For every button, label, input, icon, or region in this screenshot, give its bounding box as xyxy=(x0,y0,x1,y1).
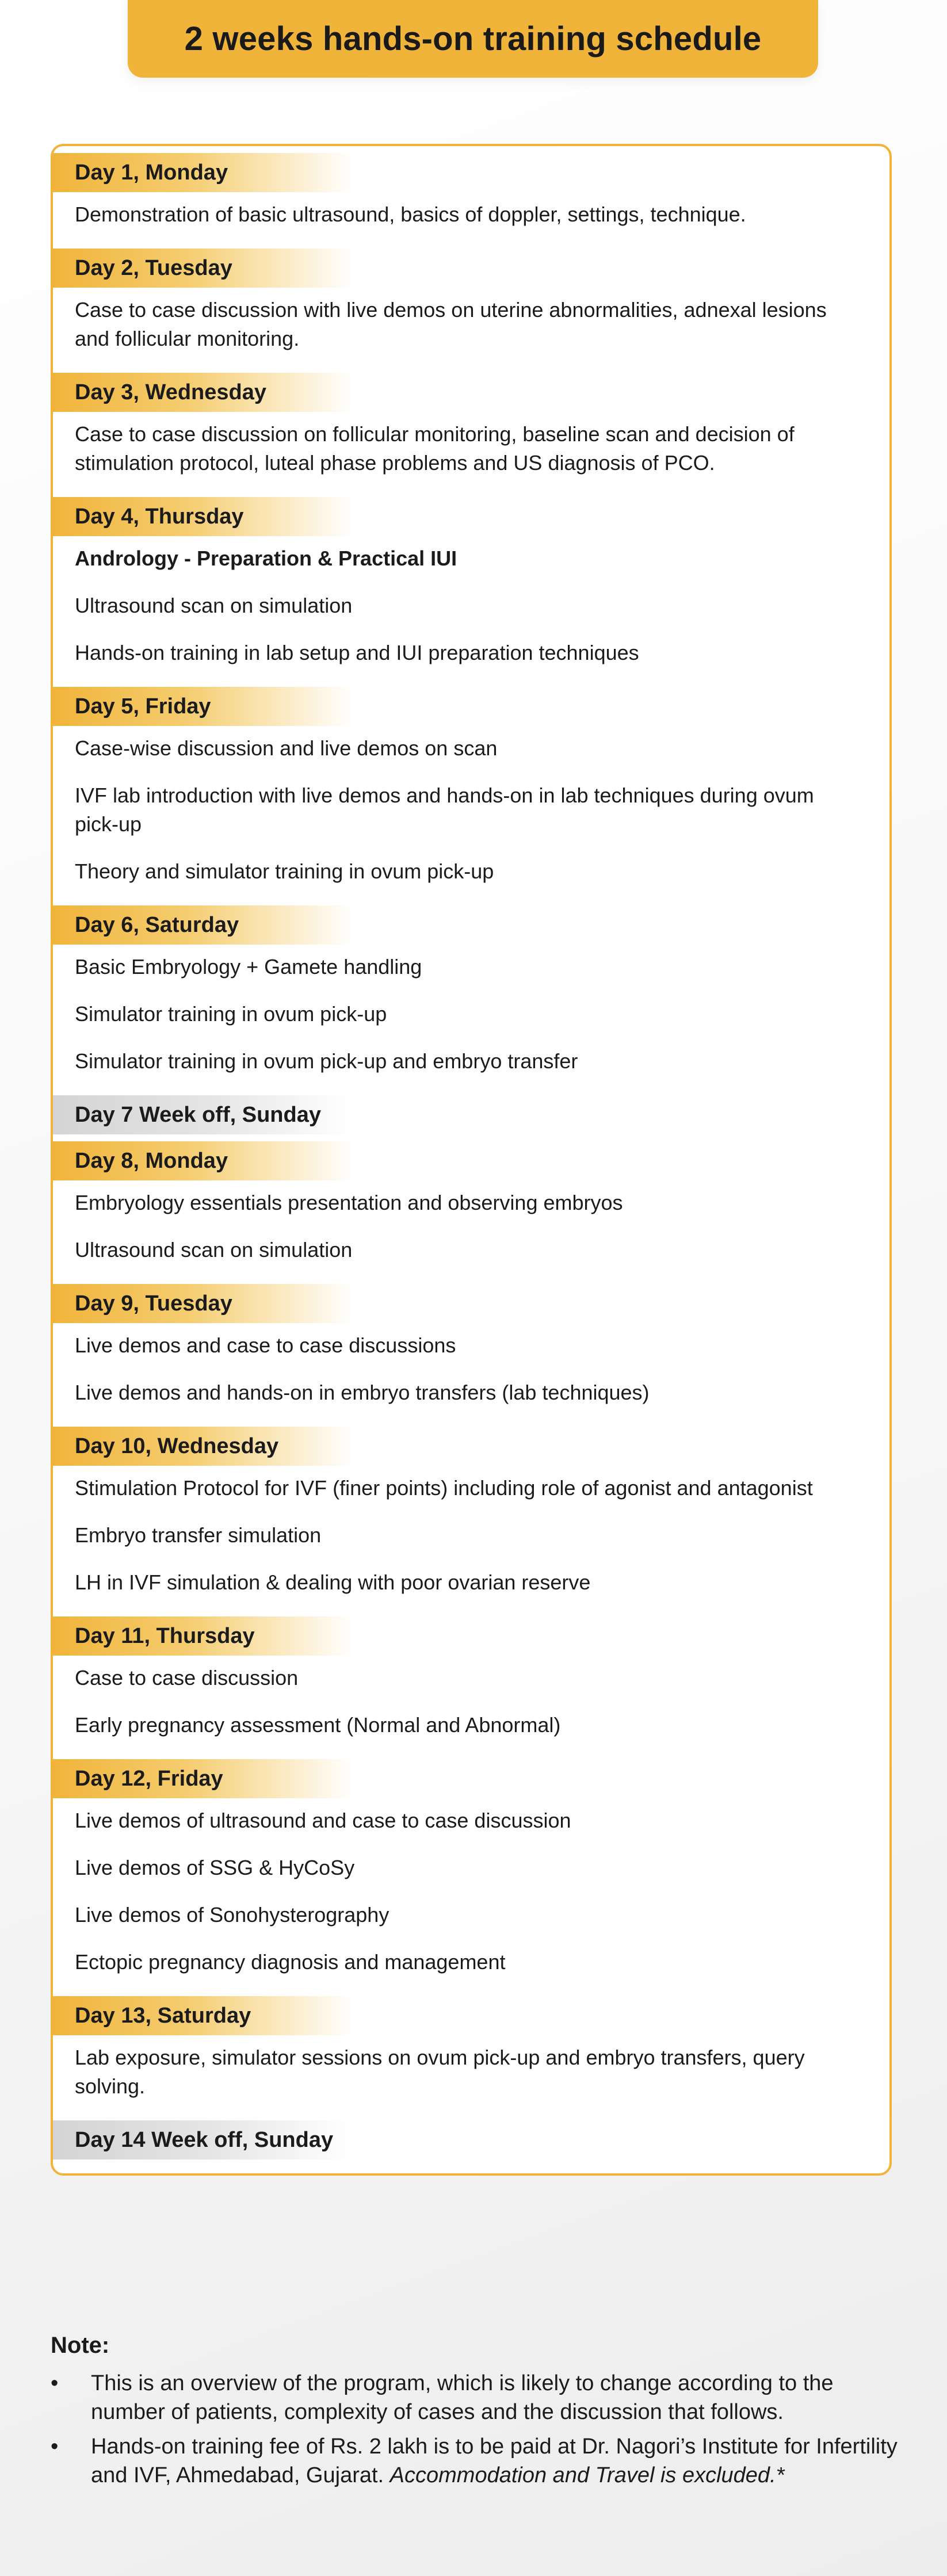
note-italic-text: Accommodation and Travel is excluded.* xyxy=(390,2463,785,2487)
day-header: Day 3, Wednesday xyxy=(53,373,352,412)
note-text: Hands-on training fee of Rs. 2 lakh is to be paid at Dr. Nagori’s Institute for Infertility and IVF, Ahmedabad, Gujarat. xyxy=(91,2434,898,2487)
day-block xyxy=(53,1616,889,1752)
schedule-item: Live demos of SSG & HyCoSy xyxy=(75,1856,355,1879)
schedule-item: Live demos and case to case discussions xyxy=(75,1333,456,1357)
title-banner xyxy=(128,0,818,78)
schedule-item: Embryology essentials presentation and observing embryos xyxy=(75,1191,623,1214)
schedule-item: Case to case discussion xyxy=(75,1666,299,1690)
schedule-item: Live demos and hands-on in embryo transfers (lab techniques) xyxy=(75,1381,650,1404)
schedule-item: Live demos of Sonohysterography xyxy=(75,1903,390,1927)
day-block xyxy=(53,687,889,899)
day-block xyxy=(53,153,889,242)
schedule-item: IVF lab introduction with live demos and hands-on in lab techniques during ovum pick-up xyxy=(75,783,814,836)
note-title: Note: xyxy=(51,2333,110,2358)
schedule-item: Lab exposure, simulator sessions on ovum pick-up and embryo transfers, query solving. xyxy=(75,2046,805,2098)
bullet-icon: • xyxy=(51,2371,59,2395)
day-header: Day 4, Thursday xyxy=(53,497,352,536)
day-block xyxy=(53,905,889,1088)
day-block xyxy=(53,497,889,680)
day-header: Day 1, Monday xyxy=(53,153,352,192)
day-header: Day 6, Saturday xyxy=(53,905,352,945)
day-header: Day 14 Week off, Sunday xyxy=(53,2120,352,2160)
note-item xyxy=(51,2369,902,2426)
schedule-item: Early pregnancy assessment (Normal and Abnormal) xyxy=(75,1713,561,1737)
schedule-item: Case-wise discussion and live demos on scan xyxy=(75,736,498,760)
day-header: Day 7 Week off, Sunday xyxy=(53,1095,352,1134)
day-header: Day 2, Tuesday xyxy=(53,249,352,288)
page-title: 2 weeks hands-on training schedule xyxy=(184,20,762,58)
schedule-container xyxy=(51,144,892,2176)
day-header: Day 9, Tuesday xyxy=(53,1284,352,1323)
day-block xyxy=(53,1427,889,1610)
day-header: Day 8, Monday xyxy=(53,1141,352,1180)
note-section xyxy=(51,2333,902,2495)
schedule-item: Hands-on training in lab setup and IUI preparation techniques xyxy=(75,641,639,664)
bullet-icon: • xyxy=(51,2434,59,2459)
schedule-item: Stimulation Protocol for IVF (finer points) including role of agonist and antagonist xyxy=(75,1476,813,1500)
schedule-item: Basic Embryology + Gamete handling xyxy=(75,955,422,979)
day-block xyxy=(53,1284,889,1420)
note-text: This is an overview of the program, which is likely to change according to the number of patients, complexity of cases and the discussion that follows. xyxy=(91,2371,834,2424)
schedule-item: Demonstration of basic ultrasound, basics of doppler, settings, technique. xyxy=(75,202,746,226)
schedule-item: Simulator training in ovum pick-up xyxy=(75,1002,387,1026)
schedule-item: Simulator training in ovum pick-up and embryo transfer xyxy=(75,1049,578,1073)
day-header: Day 5, Friday xyxy=(53,687,352,726)
schedule-item: Live demos of ultrasound and case to case discussion xyxy=(75,1809,571,1832)
schedule-item: Ectopic pregnancy diagnosis and management xyxy=(75,1950,506,1974)
schedule-item: Embryo transfer simulation xyxy=(75,1523,322,1547)
note-list xyxy=(51,2369,902,2490)
schedule-item: Andrology - Preparation & Practical IUI xyxy=(75,546,457,570)
day-block xyxy=(53,1996,889,2113)
schedule-item: Theory and simulator training in ovum pick-up xyxy=(75,859,494,883)
day-header: Day 12, Friday xyxy=(53,1759,352,1798)
day-block xyxy=(53,373,889,490)
schedule-item: Case to case discussion with live demos on uterine abnormalities, adnexal lesions and follicular monitoring. xyxy=(75,298,827,350)
schedule-item: Case to case discussion on follicular monitoring, baseline scan and decision of stimulation protocol, luteal phase problems and US diagnosis of PCO. xyxy=(75,422,795,475)
day-block xyxy=(53,1095,889,1134)
day-header: Day 11, Thursday xyxy=(53,1616,352,1656)
day-block xyxy=(53,1141,889,1277)
day-block xyxy=(53,1759,889,1989)
day-block xyxy=(53,2120,889,2160)
schedule-item: Ultrasound scan on simulation xyxy=(75,594,353,617)
day-header: Day 10, Wednesday xyxy=(53,1427,352,1466)
note-item xyxy=(51,2432,902,2490)
day-block xyxy=(53,249,889,366)
day-header: Day 13, Saturday xyxy=(53,1996,352,2035)
schedule-item: LH in IVF simulation & dealing with poor ovarian reserve xyxy=(75,1570,591,1594)
schedule-item: Ultrasound scan on simulation xyxy=(75,1238,353,1262)
